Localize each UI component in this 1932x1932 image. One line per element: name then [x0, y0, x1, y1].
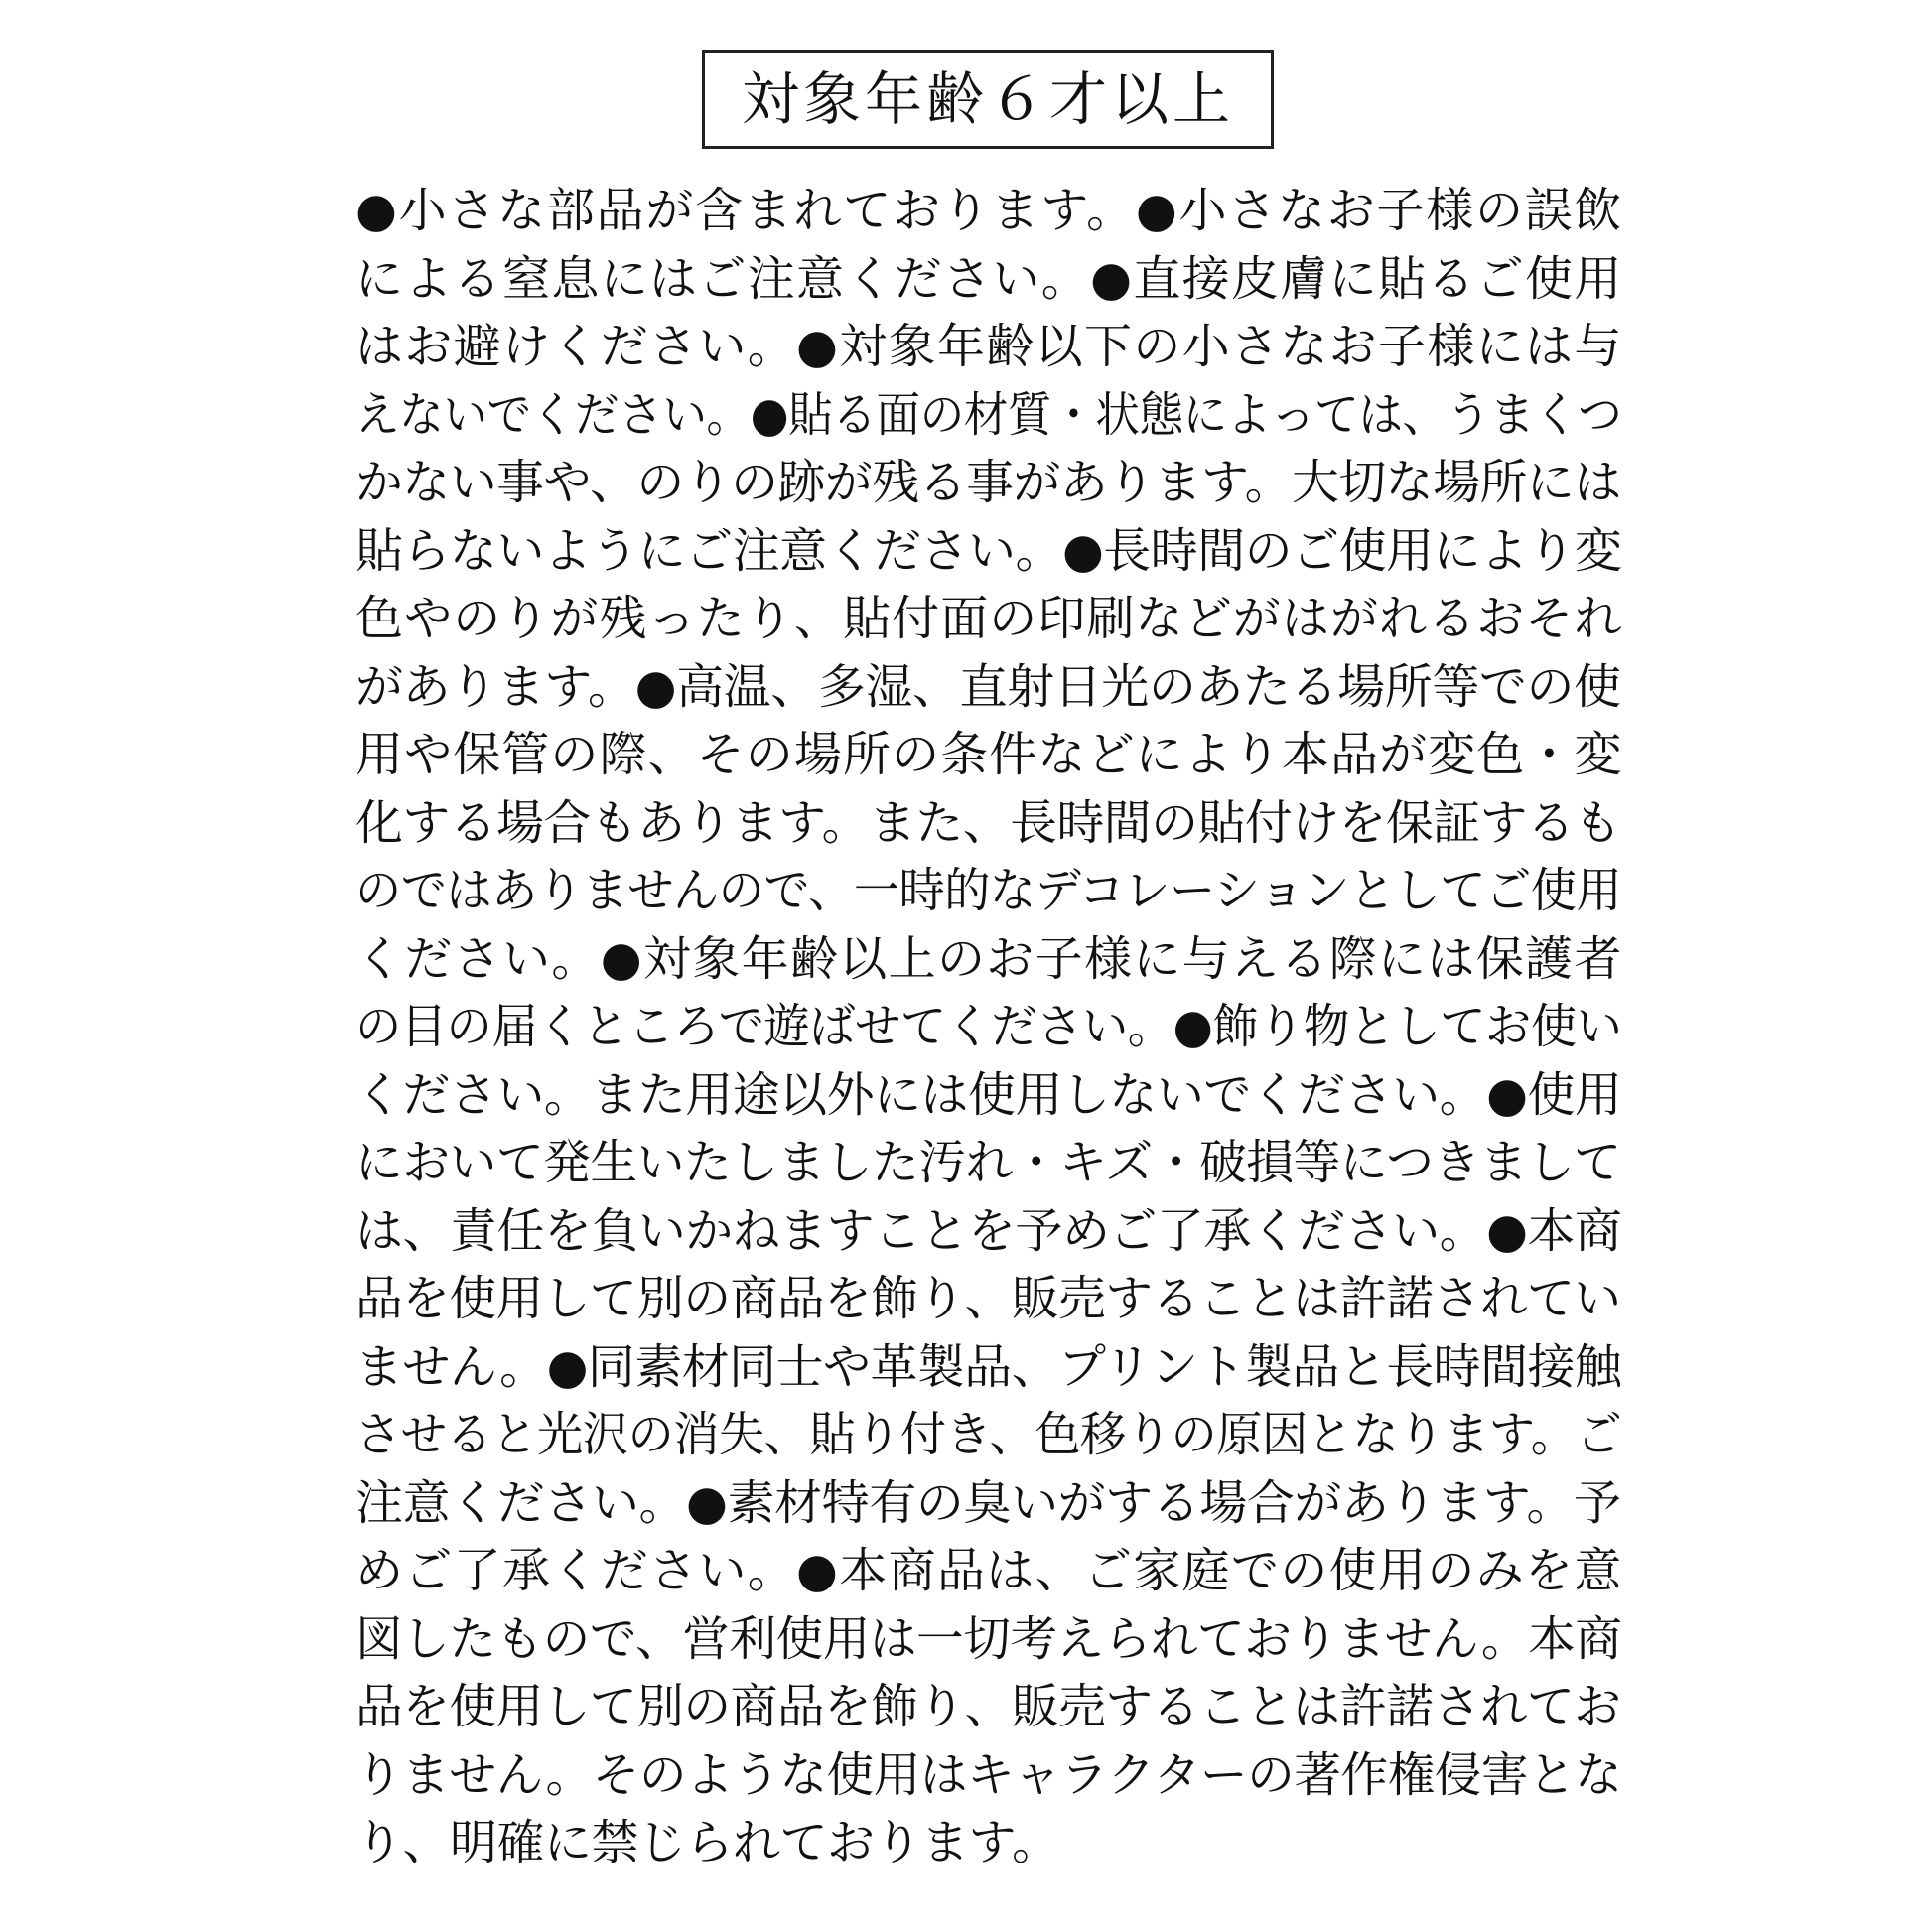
notice-line: かない事や、のりの跡が残る事があります。大切な場所には: [355, 455, 1621, 510]
notice-line: 図したもので、営利使用は一切考えられておりません。本商: [355, 1610, 1622, 1667]
notice-line: ません。●同素材同士や革製品、プリント製品と長時間接触: [355, 1338, 1622, 1395]
notice-line: えないでください。●貼る面の材質・状態によっては、うまくつ: [355, 386, 1622, 443]
notice-line: があります。●高温、多湿、直射日光のあたる場所等での使: [355, 658, 1621, 715]
notice-line: のではありませんので、一時的なデコレーションとしてご使用: [355, 863, 1622, 918]
notice-line: 品を使用して別の商品を飾り、販売することは許諾されてお: [355, 1679, 1621, 1734]
age-rating-label: 対象年齢６才以上: [741, 66, 1234, 133]
notice-line: 用や保管の際、その場所の条件などにより本品が変色・変: [355, 727, 1623, 782]
notice-line: 貼らないようにご注意ください。●長時間のご使用により変: [355, 522, 1622, 579]
notice-line: において発生いたしました汚れ・キズ・破損等につきまして: [355, 1135, 1621, 1190]
notice-line: の目の届くところで遊ばせてください。●飾り物としてお使い: [355, 999, 1622, 1054]
notice-line: 色やのりが残ったり、貼付面の印刷などがはがれるおそれ: [355, 591, 1623, 646]
notice-line: ください。また用途以外には使用しないでください。●使用: [355, 1066, 1622, 1123]
notice-line: めご了承ください。●本商品は、ご家庭での使用のみを意: [355, 1543, 1623, 1598]
notice-line: りません。そのような使用はキャラクターの著作権侵害とな: [355, 1746, 1622, 1803]
age-rating-box: [702, 50, 1274, 149]
notice-line: させると光沢の消失、貼り付き、色移りの原因となります。ご: [355, 1407, 1622, 1462]
notice-line: は、責任を負いかねますことを予めご了承ください。●本商: [355, 1202, 1622, 1259]
notice-line: による窒息にはご注意ください。●直接皮膚に貼るご使用: [355, 250, 1623, 307]
notice-line: り、明確に禁じられております。: [355, 1815, 1059, 1870]
notice-line: 注意ください。●素材特有の臭いがする場合があります。予: [355, 1474, 1621, 1531]
caution-notice: [355, 177, 1624, 1877]
notice-line: ●小さな部品が含まれております。●小さなお子様の誤飲: [355, 183, 1624, 238]
notice-line: 品を使用して別の商品を飾り、販売することは許諾されてい: [355, 1271, 1621, 1326]
notice-line: ください。●対象年齢以上のお子様に与える際には保護者: [355, 930, 1623, 987]
notice-line: はお避けください。●対象年齢以下の小さなお子様には与: [355, 319, 1623, 374]
notice-line: 化する場合もあります。また、長時間の貼付けを保証するも: [355, 794, 1621, 851]
